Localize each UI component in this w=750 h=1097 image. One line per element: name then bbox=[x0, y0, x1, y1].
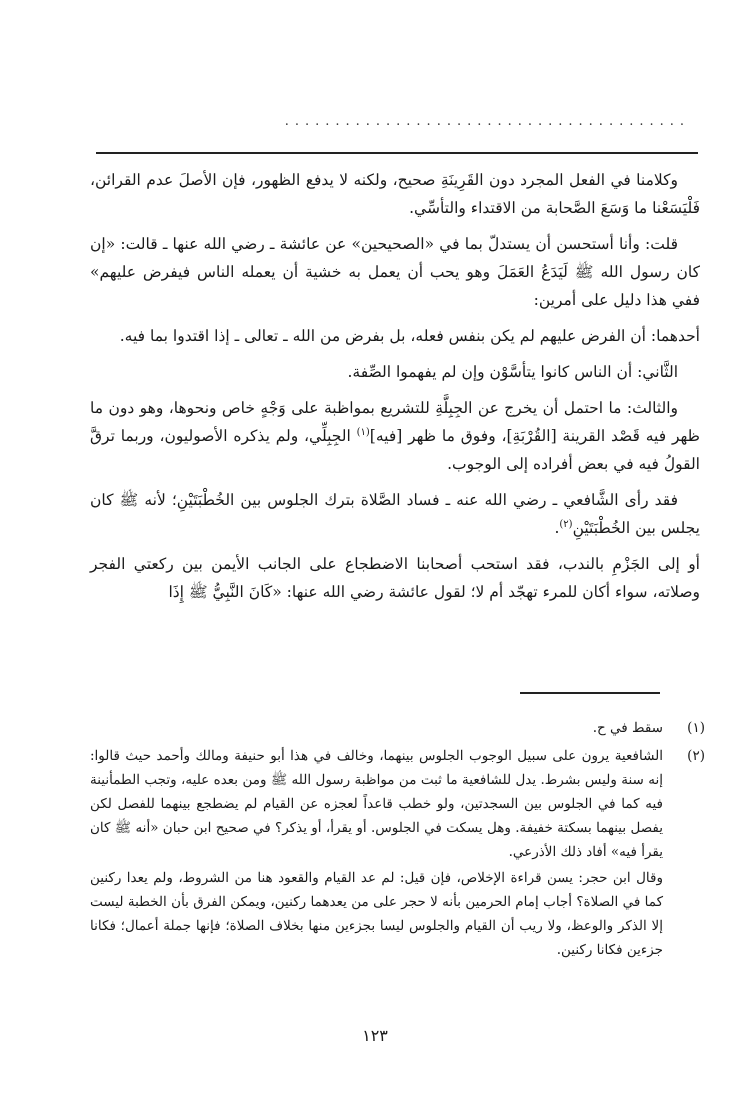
footnote-ref-2: (٢) bbox=[559, 518, 573, 530]
footnote-number: (١) bbox=[687, 720, 705, 736]
body-paragraph: أحدهما: أن الفرض عليهم لم يكن بنفس فعله، بل بفرض من الله ـ تعالى ـ إذا اقتدوا بما فيه. bbox=[119, 327, 700, 345]
paragraph-text: والثالث: ما احتمل أن يخرج عن الجِبِلَّةِ للتشريع بمواظبة على وَجْهٍ خاص ونحوها، وهو دون ما ظهر فيه قَصْد القرينة [القُرْبَةِ]، وفوق ما ظهر [فيه] bbox=[90, 399, 700, 445]
footnote-body bbox=[90, 716, 663, 740]
footnote-text: وقال ابن حجر: يسن قراءة الإخلاص، فإن قيل: لم عد القيام والقعود هنا من الشروط، ولم يعدا ركنين كما في الصلاة؟ أجاب إمام الحرمين بأنه لا حجر على من يعدهما ركنين، ويمكن الفرق بأن الخطبة ليست إلا الذكر والوعظ، ولا ريب أن القيام والجلوس ليسا بجزءين منها بخلاف الصلاة؛ فإنها جملة أعمال؛ فكانا جزءين فكانا ركنين. bbox=[90, 870, 663, 958]
header-rule bbox=[96, 152, 698, 154]
footnote-separator bbox=[520, 692, 660, 694]
paragraph-text: فقد رأى الشَّافعي ـ رضي الله عنه ـ فساد الصَّلاة بترك الجلوس بين الخُطْبَتَيْنِ؛ لأنه ﷺ كان يجلس بين الخُطْبَتَيْنِ bbox=[90, 491, 700, 537]
paragraph-text: الجِبِلِّي، ولم يذكره الأصوليون، وربما ترقَّ القولُ فيه في بعض أفراده إلى الوجوب. bbox=[90, 427, 700, 473]
body-paragraph bbox=[90, 394, 700, 478]
main-text bbox=[90, 166, 700, 614]
footnote-item bbox=[90, 744, 705, 962]
body-paragraph: الثَّاني: أن الناس كانوا يتأسَّوْن وإن لم يفهموا الصِّفة. bbox=[347, 363, 678, 381]
page-number: ١٢٣ bbox=[362, 1026, 388, 1045]
body-paragraph bbox=[90, 486, 700, 542]
footnote-text: الشافعية يرون على سبيل الوجوب الجلوس بينهما، وخالف في هذا أبو حنيفة ومالك وأحمد حيث قالوا: إنه سنة وليس بشرط. يدل للشافعية ما ثبت من مواظبة رسول الله ﷺ ومن بعده عليه، وتجب الطمأنينة فيه كما في الجلوس بين السجدتين، ولو خطب قاعداً لعجزه عن القيام لم يضطجع بينهما للفصل لكن يفصل بينهما بسكتة خفيفة. وهل يسكت في الجلوس. أو يقرأ، أو يذكر؟ في صحيح ابن حبان «أنه ﷺ كان يقرأ فيه» أفاد ذلك الأذرعي. bbox=[90, 748, 663, 860]
footnotes bbox=[90, 716, 705, 966]
paragraph-text: . bbox=[554, 519, 560, 537]
footnote-item bbox=[90, 716, 705, 740]
body-paragraph: أو إلى الجَزْمِ بالندب، فقد استحب أصحابنا الاضطجاع على الجانب الأيمن بين ركعتي الفجر وصلاته، سواء أكان للمرء تهجّد أم لا؛ لقول عائشة رضي الله عنها: «كَانَ النَّبِيُّ ﷺ إِذَا bbox=[90, 555, 700, 601]
body-paragraph: وكلامنا في الفعل المجرد دون القَرِينَةِ صحيح، ولكنه لا يدفع الظهور، فإن الأصلَ عدم القرائن، فَلْيَسَعْنا ما وَسَعَ الصَّحابة من الاقتداء والتأسِّي. bbox=[90, 171, 700, 217]
header-dotted-line: ........................................ bbox=[284, 114, 690, 129]
body-paragraph: قلت: وأنا أستحسن أن يستدلّ بما في «الصحيحين» عن عائشة ـ رضي الله عنها ـ قالت: «إن كان رسول الله ﷺ لَيَدَعُ العَمَلَ وهو يحب أن يعمل به خشية أن يعمله الناس فيفرض عليهم» ففي هذا دليل على أمرين: bbox=[90, 235, 700, 309]
footnote-ref-1: (١) bbox=[356, 426, 370, 438]
footnote-number: (٢) bbox=[687, 748, 705, 764]
footnote-body bbox=[90, 744, 663, 962]
footnote-text: سقط في ح. bbox=[592, 720, 663, 736]
